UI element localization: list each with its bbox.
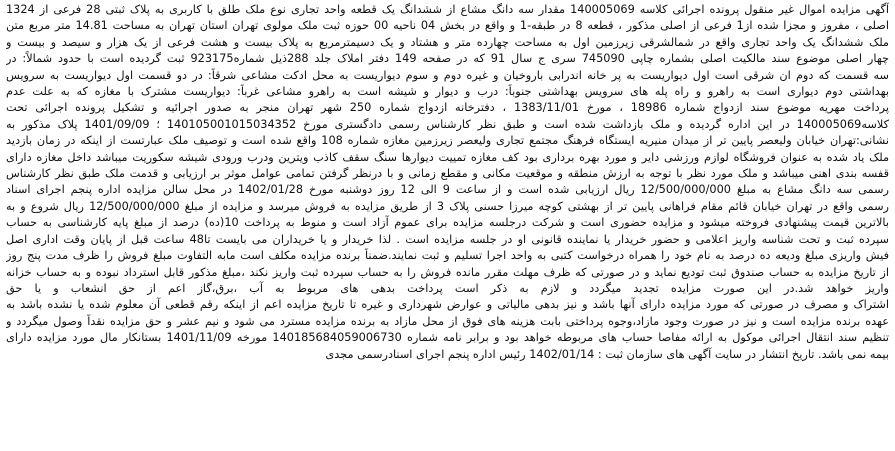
notice-line: سپرده ثبت و تحت شناسه واریز اعلامی و حضور خریدار یا نماینده قانونی او در جلسه مزایده است . لذا خریدار و یا خریداران می بایست تا48 ساعت قبل از پایان وقت اداری اصل: [6, 232, 889, 246]
notice-line: قفسه بندی اهنی میباشد و ملک مورد نظر با توجه به ارزش منطقه و موقعیت مکانی و مقطع زمانی و با درنظر گرفتن تمامی عوامل موثر بر ارزیابی و قدمت ملک طبق نظر کارشناس: [6, 167, 889, 181]
notice-line: پرداخت مهریه موضوع سند ازدواج شماره 18986 ، مورخ 1383/11/01 ، دفترخانه ازدواج شماره 250 شهر تهران منجر به صدور اجرائیه و تشکیل پرونده اجرائی تحت: [6, 101, 889, 115]
notice-line: اصلی ، مفروز و مجزا شده از1 فرعی از اصلی مذکور ، قطعه 8 در طبقه-1 و واقع در بخش 04 ناحیه 00 حوزه ثبت ملک مولوی تهران استان تهران به مساحت 14.81 متر مربع متن: [6, 19, 889, 33]
notice-line: سه قسمت که دوم ان شرقی است اول دیواریست به پر خانه اندرابی باروخیان و غیره دوم و سوم دیواریست به محل ادکت مشاعی شرقاً: در دو قسمت اول دیواریست به سرویس: [6, 68, 889, 82]
notice-line: آگهی مزایده اموال غیر منقول پرونده اجرائی کلاسه 140005069 مقدار سه دانگ مشاع از ششدانگ یک قطعه واحد تجاری نوع ملک طلق با کاربری به پلاک ثبتی 28 فرعی از 1324: [6, 3, 889, 16]
notice-line: ملک ششدانگ یک واحد تجاری واقع در شمالشرقی زیرزمین اول به مساحت چهارده متر و هشتاد و یک دسیمترمربع به پلاک بیست و هشت فرعی از یک هزار و سیصد و بیست و: [6, 35, 889, 49]
notice-line: کلاسه140005069 در این اداره گردیده و ملک بازداشت شده است و طبق نظر کارشناس رسمی دادگستری مورخ 140105001015034352 ؛ 1401/09/09 پلاک مذکور به: [6, 117, 889, 131]
notice-line: واریز خواهد شد.در این صورت مزایده تجدید میگردد و لازم به ذکر است پرداخت بدهی های مربوط به آب ،برق،گاز اعم از حق انشعاب و یا حق: [6, 281, 889, 295]
notice-line: رسمی واقع در تهران خیابان قائم مقام فراهانی پایین تر از بهشتی کوچه میرزا حسنی پلاک 3 از طریق مزایده به فروش میرسد و مزایده از مبلغ 12/500/000/000 ریال شروع و به: [6, 199, 889, 213]
notice-line: ملک یاد شده به عنوان فروشگاه لوازم ورزشی دایر و مورد بهره برداری بود کف مغازه تمییت دیوارها سنگ سقف کاذب ویترین ودرب ورودی شیشه سکوریت میباشد داخل مغازه دارای: [6, 150, 889, 164]
notice-line: فیش واریزی مبلغ ودیعه ده درصد به نام خود را همراه درخواست کتبی به واحد اجرا تسلیم و ثبت نمایند.ضمناً برنده مزایده مکلف است مابه التفاوت مبلغ فروش را ظرف مدت پنج روز: [6, 249, 889, 263]
notice-line: رسمی سه دانگ مشاع به مبلغ 12/500/000/000 ریال ارزیابی شده است و از ساعت 9 الی 12 روز دوشنبه مورخ 1402/01/28 در محل سالن مزایده اداره پنجم اجرای اسناد: [6, 183, 889, 197]
notice-line: عهده برنده مزایده است و نیز در صورت وجود مازاد،وجوه پرداختی بابت هزینه های فوق از محل مازاد به برنده مزایده مسترد می شود و نیم عشر و حق مزایده نقداً وصول میگردد و: [6, 314, 889, 328]
notice-line: از تاریخ مزایده به حساب صندوق ثبت تودیع نماید و در صورتی که ظرف مهلت مقرر مانده فروش را به حساب سپرده ثبت واریز نکند ،مبلغ مذکور قابل استرداد نبوده و به حساب خزانه: [6, 265, 889, 279]
notice-line: چهار اصلی موضوع سند مالکیت اصلی بشماره چاپی 745090 سری ج سال 91 که در صفحه 149 دفتر املاک جلد 288ذیل شماره923175 ثبت گردیده است با حدود شمالاً: در: [6, 52, 889, 66]
notice-line-signature: بیمه نمی باشد. تاریخ انتشار در سایت آگهی های سازمان ثبت : 1402/01/14 رئیس اداره پنجم اجرای اسنادرسمی مجدی: [325, 347, 889, 361]
notice-line: اشتراک و مصرف در صورتی که مورد مزایده دارای آنها باشد و نیز بدهی مالیاتی و عوارض شهرداری و غیره تا تاریخ مزایده اعم از اینکه رقم قطعی آن معلوم شده یا نشده باشد به: [6, 298, 889, 312]
notice-line: بهداشتی دوم دیواری است به راهرو و راه پله های سرویس بهداشتی جنوباً: درب و دیوار و شیشه است به راهرو مشاعی غرباً: دیواریست مشترک با مغازه که به علت عدم: [6, 85, 889, 99]
notice-line: نشانی:تهران خیابان ولیعصر پایین تر از میدان منیریه ایستگاه فرهنگ مجتمع تجاری ولیعصر زیرزمین مغازه شماره 108 واقع شده است و توصیف ملک عبارتست از اینکه در زمان بازدید: [6, 134, 889, 148]
notice-line: تنظیم سند انتقال اجرائی موکول به ارائه مفاصا حساب های مربوطه خواهد بود و برابر نامه شماره 140185684059006730 مورخه 1401/11/09 بستانکار مال مورد مزایده دارای: [6, 331, 889, 345]
notice-line: بالاترین قیمت پیشنهادی فروخته میشود و مزایده حضوری است و شرکت درجلسه مزایده برای عموم آزاد است و منوط به پرداخت 10(ده) درصد از مبلغ پایه کارشناسی به حساب: [6, 216, 889, 230]
